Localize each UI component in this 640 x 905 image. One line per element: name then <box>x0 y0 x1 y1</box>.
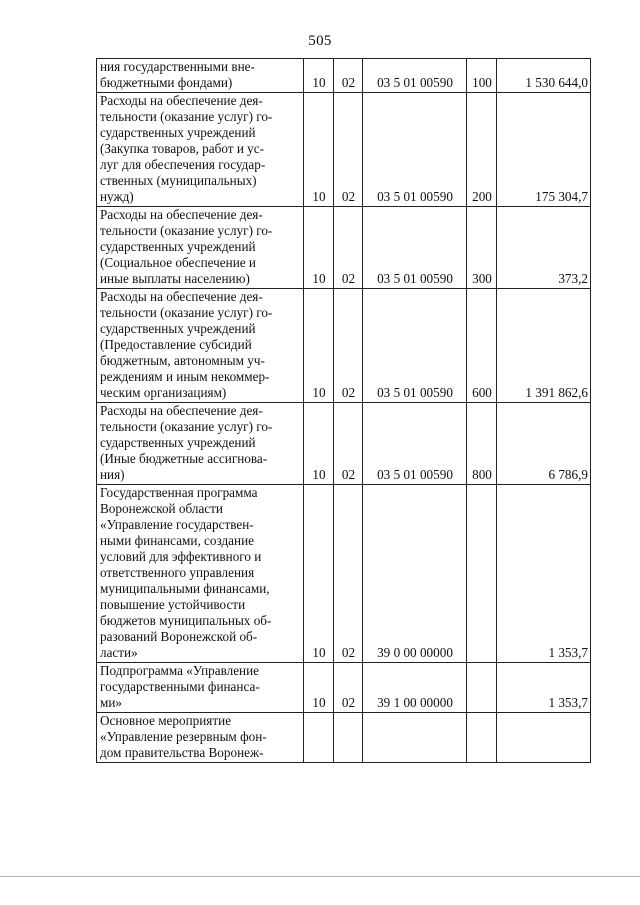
amount: 1 353,7 <box>497 663 591 713</box>
budget-table <box>96 58 591 763</box>
subsection-code: 02 <box>334 207 363 289</box>
row-name-cell <box>97 289 304 403</box>
row-name-cell <box>97 59 304 93</box>
row-name: Расходы на обеспечение дея- тельности (оказание услуг) го- сударственных учреждений (Иные бюджетные ассигнова- ния) <box>100 403 273 482</box>
section-code: 10 <box>304 663 334 713</box>
table-row <box>97 93 591 207</box>
row-name-cell <box>97 713 304 763</box>
row-name-cell <box>97 207 304 289</box>
target-article-code: 03 5 01 00590 <box>363 93 467 207</box>
section-code: 10 <box>304 59 334 93</box>
target-article-code: 03 5 01 00590 <box>363 289 467 403</box>
row-name-cell <box>97 93 304 207</box>
target-article-code: 03 5 01 00590 <box>363 59 467 93</box>
table-row <box>97 59 591 93</box>
expense-type-code <box>467 713 497 763</box>
target-article-code: 03 5 01 00590 <box>363 207 467 289</box>
subsection-code <box>334 713 363 763</box>
target-article-code: 03 5 01 00590 <box>363 403 467 485</box>
row-name: ния государственными вне- бюджетными фондами) <box>100 59 255 90</box>
table-row <box>97 485 591 663</box>
amount <box>497 713 591 763</box>
row-name: Государственная программа Воронежской области «Управление государствен- ными финансами, создание условий для эффективного и ответственного управления муниципальными финансами, повышение устойчивости бюджетов муниципальных об- разований Воронежской об- ласти» <box>100 485 272 660</box>
table-row <box>97 289 591 403</box>
section-code: 10 <box>304 289 334 403</box>
target-article-code <box>363 713 467 763</box>
expense-type-code: 100 <box>467 59 497 93</box>
row-name: Расходы на обеспечение дея- тельности (оказание услуг) го- сударственных учреждений (Предоставление субсидий бюджетным, автономным уч- реждениям и иным некоммер- ческим организациям) <box>100 289 273 400</box>
section-code: 10 <box>304 207 334 289</box>
amount: 1 353,7 <box>497 485 591 663</box>
row-name-cell <box>97 663 304 713</box>
section-code: 10 <box>304 403 334 485</box>
amount: 175 304,7 <box>497 93 591 207</box>
subsection-code: 02 <box>334 663 363 713</box>
section-code: 10 <box>304 93 334 207</box>
expense-type-code <box>467 485 497 663</box>
subsection-code: 02 <box>334 93 363 207</box>
subsection-code: 02 <box>334 485 363 663</box>
table-row <box>97 663 591 713</box>
expense-type-code: 200 <box>467 93 497 207</box>
subsection-code: 02 <box>334 289 363 403</box>
table-row <box>97 713 591 763</box>
table-row <box>97 207 591 289</box>
section-code <box>304 713 334 763</box>
target-article-code: 39 1 00 00000 <box>363 663 467 713</box>
amount: 1 530 644,0 <box>497 59 591 93</box>
subsection-code: 02 <box>334 403 363 485</box>
table-row <box>97 403 591 485</box>
amount: 1 391 862,6 <box>497 289 591 403</box>
row-name: Расходы на обеспечение дея- тельности (оказание услуг) го- сударственных учреждений (Социальное обеспечение и иные выплаты населению) <box>100 207 273 286</box>
expense-type-code: 600 <box>467 289 497 403</box>
row-name: Расходы на обеспечение дея- тельности (оказание услуг) го- сударственных учреждений (Закупка товаров, работ и ус- луг для обеспечения государ- ственных (муниципальных) нужд) <box>100 93 273 204</box>
expense-type-code: 300 <box>467 207 497 289</box>
target-article-code: 39 0 00 00000 <box>363 485 467 663</box>
amount: 6 786,9 <box>497 403 591 485</box>
expense-type-code <box>467 663 497 713</box>
row-name: Подпрограмма «Управление государственными финанса- ми» <box>100 663 260 710</box>
expense-type-code: 800 <box>467 403 497 485</box>
page-bottom-divider <box>0 876 640 877</box>
section-code: 10 <box>304 485 334 663</box>
page-number: 505 <box>308 33 332 49</box>
amount: 373,2 <box>497 207 591 289</box>
subsection-code: 02 <box>334 59 363 93</box>
row-name-cell <box>97 485 304 663</box>
row-name: Основное мероприятие «Управление резервным фон- дом правительства Воронеж- <box>100 713 267 760</box>
row-name-cell <box>97 403 304 485</box>
